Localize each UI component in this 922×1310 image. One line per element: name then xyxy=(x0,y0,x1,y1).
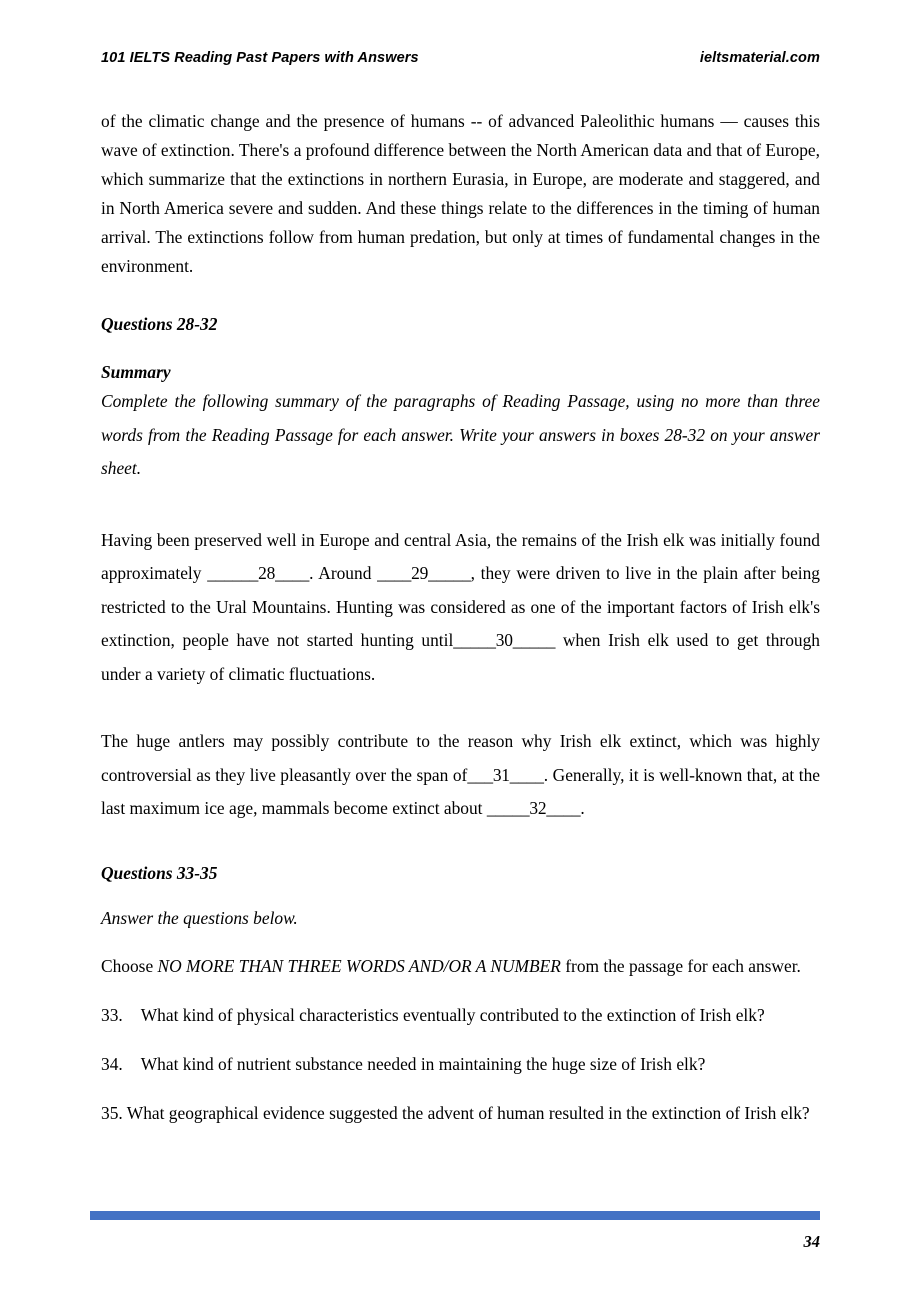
page-number: 34 xyxy=(803,1232,820,1251)
answer-blank-28[interactable]: ______28____ xyxy=(207,563,310,583)
spacer xyxy=(101,886,820,904)
answer-blank-30[interactable]: _____30_____ xyxy=(453,630,556,650)
choose-instruction xyxy=(101,953,820,980)
summary-paragraph-2 xyxy=(101,725,820,826)
summary-subheading: Summary xyxy=(101,362,171,382)
question-33-number: 33. xyxy=(101,1004,123,1025)
summary-p1-text-3: , they were driven to live in the plain after being restricted to the Ural Mountains. Hunting was considered as one of the important factors of Irish elk's extinction, people have not started hunting until xyxy=(101,563,821,650)
answer-questions-instruction: Answer the questions below. xyxy=(101,907,298,928)
spacer xyxy=(101,1029,820,1051)
page-content xyxy=(101,107,820,1127)
spacer xyxy=(101,337,820,359)
summary-p2-text-2: . Generally, it is well-known that, at the last maximum ice age, mammals become extinct about xyxy=(101,764,820,818)
answer-blank-31[interactable]: ___31____ xyxy=(467,764,544,785)
summary-instruction: Complete the following summary of the paragraphs of Reading Passage, using no more than three words from the Reading Passage for each answer. Write your answers in boxes 28-32 on your answer sheet. xyxy=(101,391,820,478)
answer-blank-29[interactable]: ____29_____ xyxy=(377,563,471,583)
question-33-text: What kind of physical characteristics eventually contributed to the extinction of Irish elk? xyxy=(140,1004,765,1025)
summary-p1-text-2: . Around xyxy=(309,563,378,583)
question-34-text: What kind of nutrient substance needed in maintaining the huge size of Irish elk? xyxy=(140,1053,706,1074)
passage-continued-paragraph: of the climatic change and the presence of humans -- of advanced Paleolithic humans — causes this wave of extinction. There's a profound difference between the North American data and that of Europe, which summarize that the extinctions in northern Eurasia, in Europe, are moderate and staggered, and in North America severe and sudden. And these things relate to the differences in the timing of human arrival. The extinctions follow from human predation, but only at times of fundamental changes in the environment. xyxy=(101,111,820,276)
running-header xyxy=(101,50,820,66)
question-item-34 xyxy=(101,1051,820,1078)
summary-p1-text-1: Having been preserved well in Europe and central Asia, the remains of the Irish elk was initially found approximately xyxy=(101,529,820,583)
spacer xyxy=(101,486,820,524)
choose-suffix-text: from the passage for each answer. xyxy=(560,955,801,976)
questions-28-32-heading: Questions 28-32 xyxy=(101,314,218,334)
question-35-text: What geographical evidence suggested the advent of human resulted in the extinction of Irish elk? xyxy=(126,1102,810,1123)
spacer xyxy=(101,1078,820,1100)
spacer xyxy=(101,691,820,725)
header-website-label: ieltsmaterial.com xyxy=(699,50,820,66)
spacer xyxy=(101,281,820,311)
question-item-33 xyxy=(101,1002,820,1029)
question-item-35 xyxy=(101,1100,820,1127)
summary-p2-text-3: . xyxy=(580,798,585,818)
spacer xyxy=(101,933,820,953)
footer-accent-rule xyxy=(90,1211,820,1220)
choose-prefix-text: Choose xyxy=(101,955,158,976)
summary-p1-text-4: when Irish elk used to get through under a variety of climatic fluctuations. xyxy=(101,630,820,684)
summary-paragraph-1 xyxy=(101,524,820,692)
spacer xyxy=(101,826,820,860)
header-document-title: 101 IELTS Reading Past Papers with Answers xyxy=(101,50,419,66)
choose-emphasis-text: NO MORE THAN THREE WORDS AND/OR A NUMBER xyxy=(157,955,561,976)
summary-p2-text-1: The huge antlers may possibly contribute to the reason why Irish elk extinct, which was highly controversial as they live pleasantly over the span of xyxy=(101,731,820,785)
question-34-number: 34. xyxy=(101,1053,123,1074)
answer-blank-32[interactable]: _____32____ xyxy=(486,798,581,818)
spacer xyxy=(101,980,820,1002)
questions-33-35-heading: Questions 33-35 xyxy=(101,862,218,883)
question-35-number: 35. xyxy=(101,1102,123,1123)
